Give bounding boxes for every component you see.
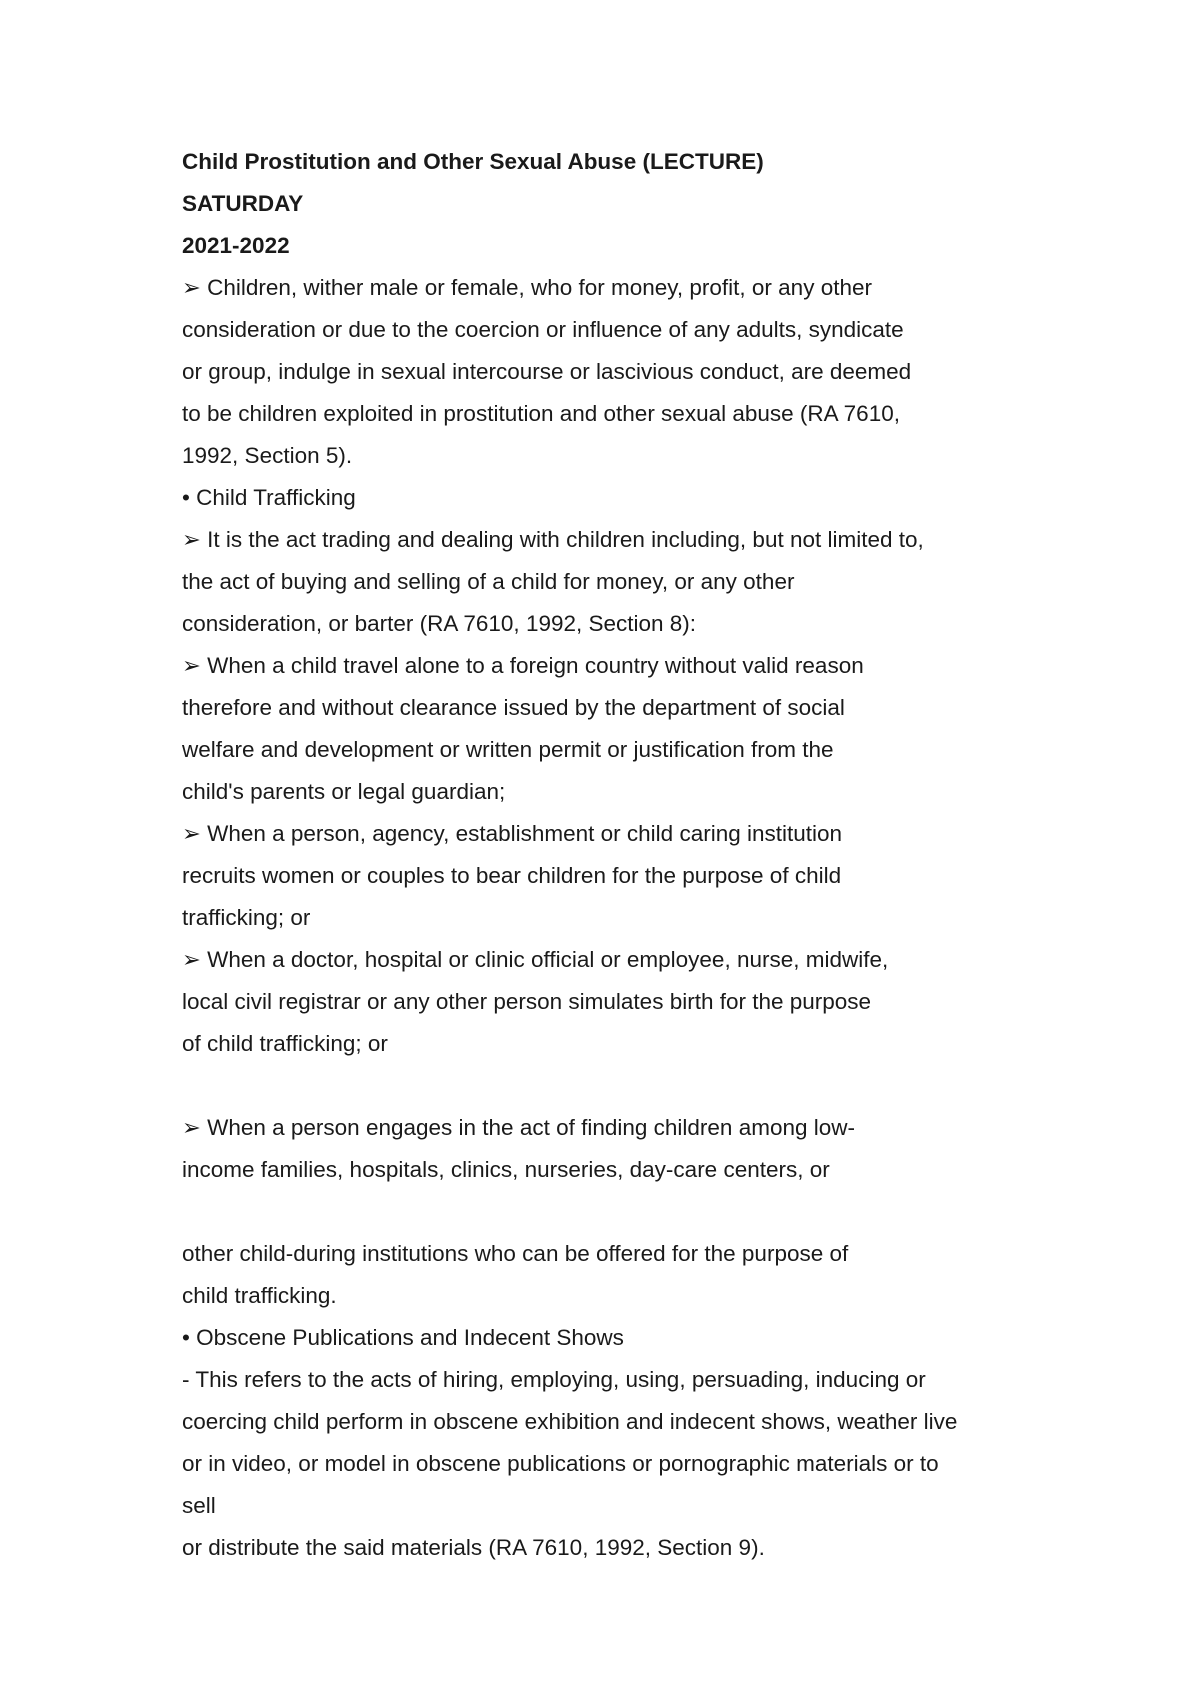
text-line: local civil registrar or any other person simulates birth for the purpose (182, 989, 872, 1014)
text-line: consideration or due to the coercion or influence of any adults, syndicate (182, 317, 904, 342)
text-line: or distribute the said materials (RA 7610, 1992, Section 9). (182, 1535, 765, 1560)
text-line: or group, indulge in sexual intercourse or lascivious conduct, are deemed (182, 359, 912, 384)
text-line: sell (182, 1493, 216, 1518)
document-body (182, 141, 1062, 1569)
text-line: ➢ When a person engages in the act of finding children among low- (182, 1115, 856, 1140)
text-line: ➢ Children, wither male or female, who for money, profit, or any other (182, 275, 872, 300)
text-line: to be children exploited in prostitution and other sexual abuse (RA 7610, (182, 401, 900, 426)
section-heading-child-trafficking: • Child Trafficking (182, 485, 356, 510)
text-line: of child trafficking; or (182, 1031, 388, 1056)
blank-line (182, 1065, 1062, 1107)
text-line: consideration, or barter (RA 7610, 1992, Section 8): (182, 611, 697, 636)
text-line: child trafficking. (182, 1283, 337, 1308)
text-line: the act of buying and selling of a child for money, or any other (182, 569, 795, 594)
text-line: welfare and development or written permit or justification from the (182, 737, 834, 762)
text-line: or in video, or model in obscene publications or pornographic materials or to (182, 1451, 939, 1476)
text-line: ➢ When a doctor, hospital or clinic official or employee, nurse, midwife, (182, 947, 889, 972)
text-line: trafficking; or (182, 905, 311, 930)
text-line: 1992, Section 5). (182, 443, 353, 468)
text-line: recruits women or couples to bear children for the purpose of child (182, 863, 842, 888)
blank-line (182, 1191, 1062, 1233)
section-heading-obscene-publications: • Obscene Publications and Indecent Shows (182, 1325, 624, 1350)
text-line: ➢ When a child travel alone to a foreign country without valid reason (182, 653, 864, 678)
text-line: ➢ It is the act trading and dealing with children including, but not limited to, (182, 527, 924, 552)
document-day: SATURDAY (182, 191, 304, 216)
document-title: Child Prostitution and Other Sexual Abuse (LECTURE) (182, 149, 764, 174)
text-line: child's parents or legal guardian; (182, 779, 506, 804)
document-year: 2021-2022 (182, 233, 290, 258)
text-line: - This refers to the acts of hiring, employing, using, persuading, inducing or (182, 1367, 926, 1392)
text-line: therefore and without clearance issued by the department of social (182, 695, 845, 720)
text-line: coercing child perform in obscene exhibition and indecent shows, weather live (182, 1409, 958, 1434)
text-line: other child-during institutions who can be offered for the purpose of (182, 1241, 849, 1266)
text-line: income families, hospitals, clinics, nurseries, day-care centers, or (182, 1157, 830, 1182)
text-line: ➢ When a person, agency, establishment or child caring institution (182, 821, 843, 846)
